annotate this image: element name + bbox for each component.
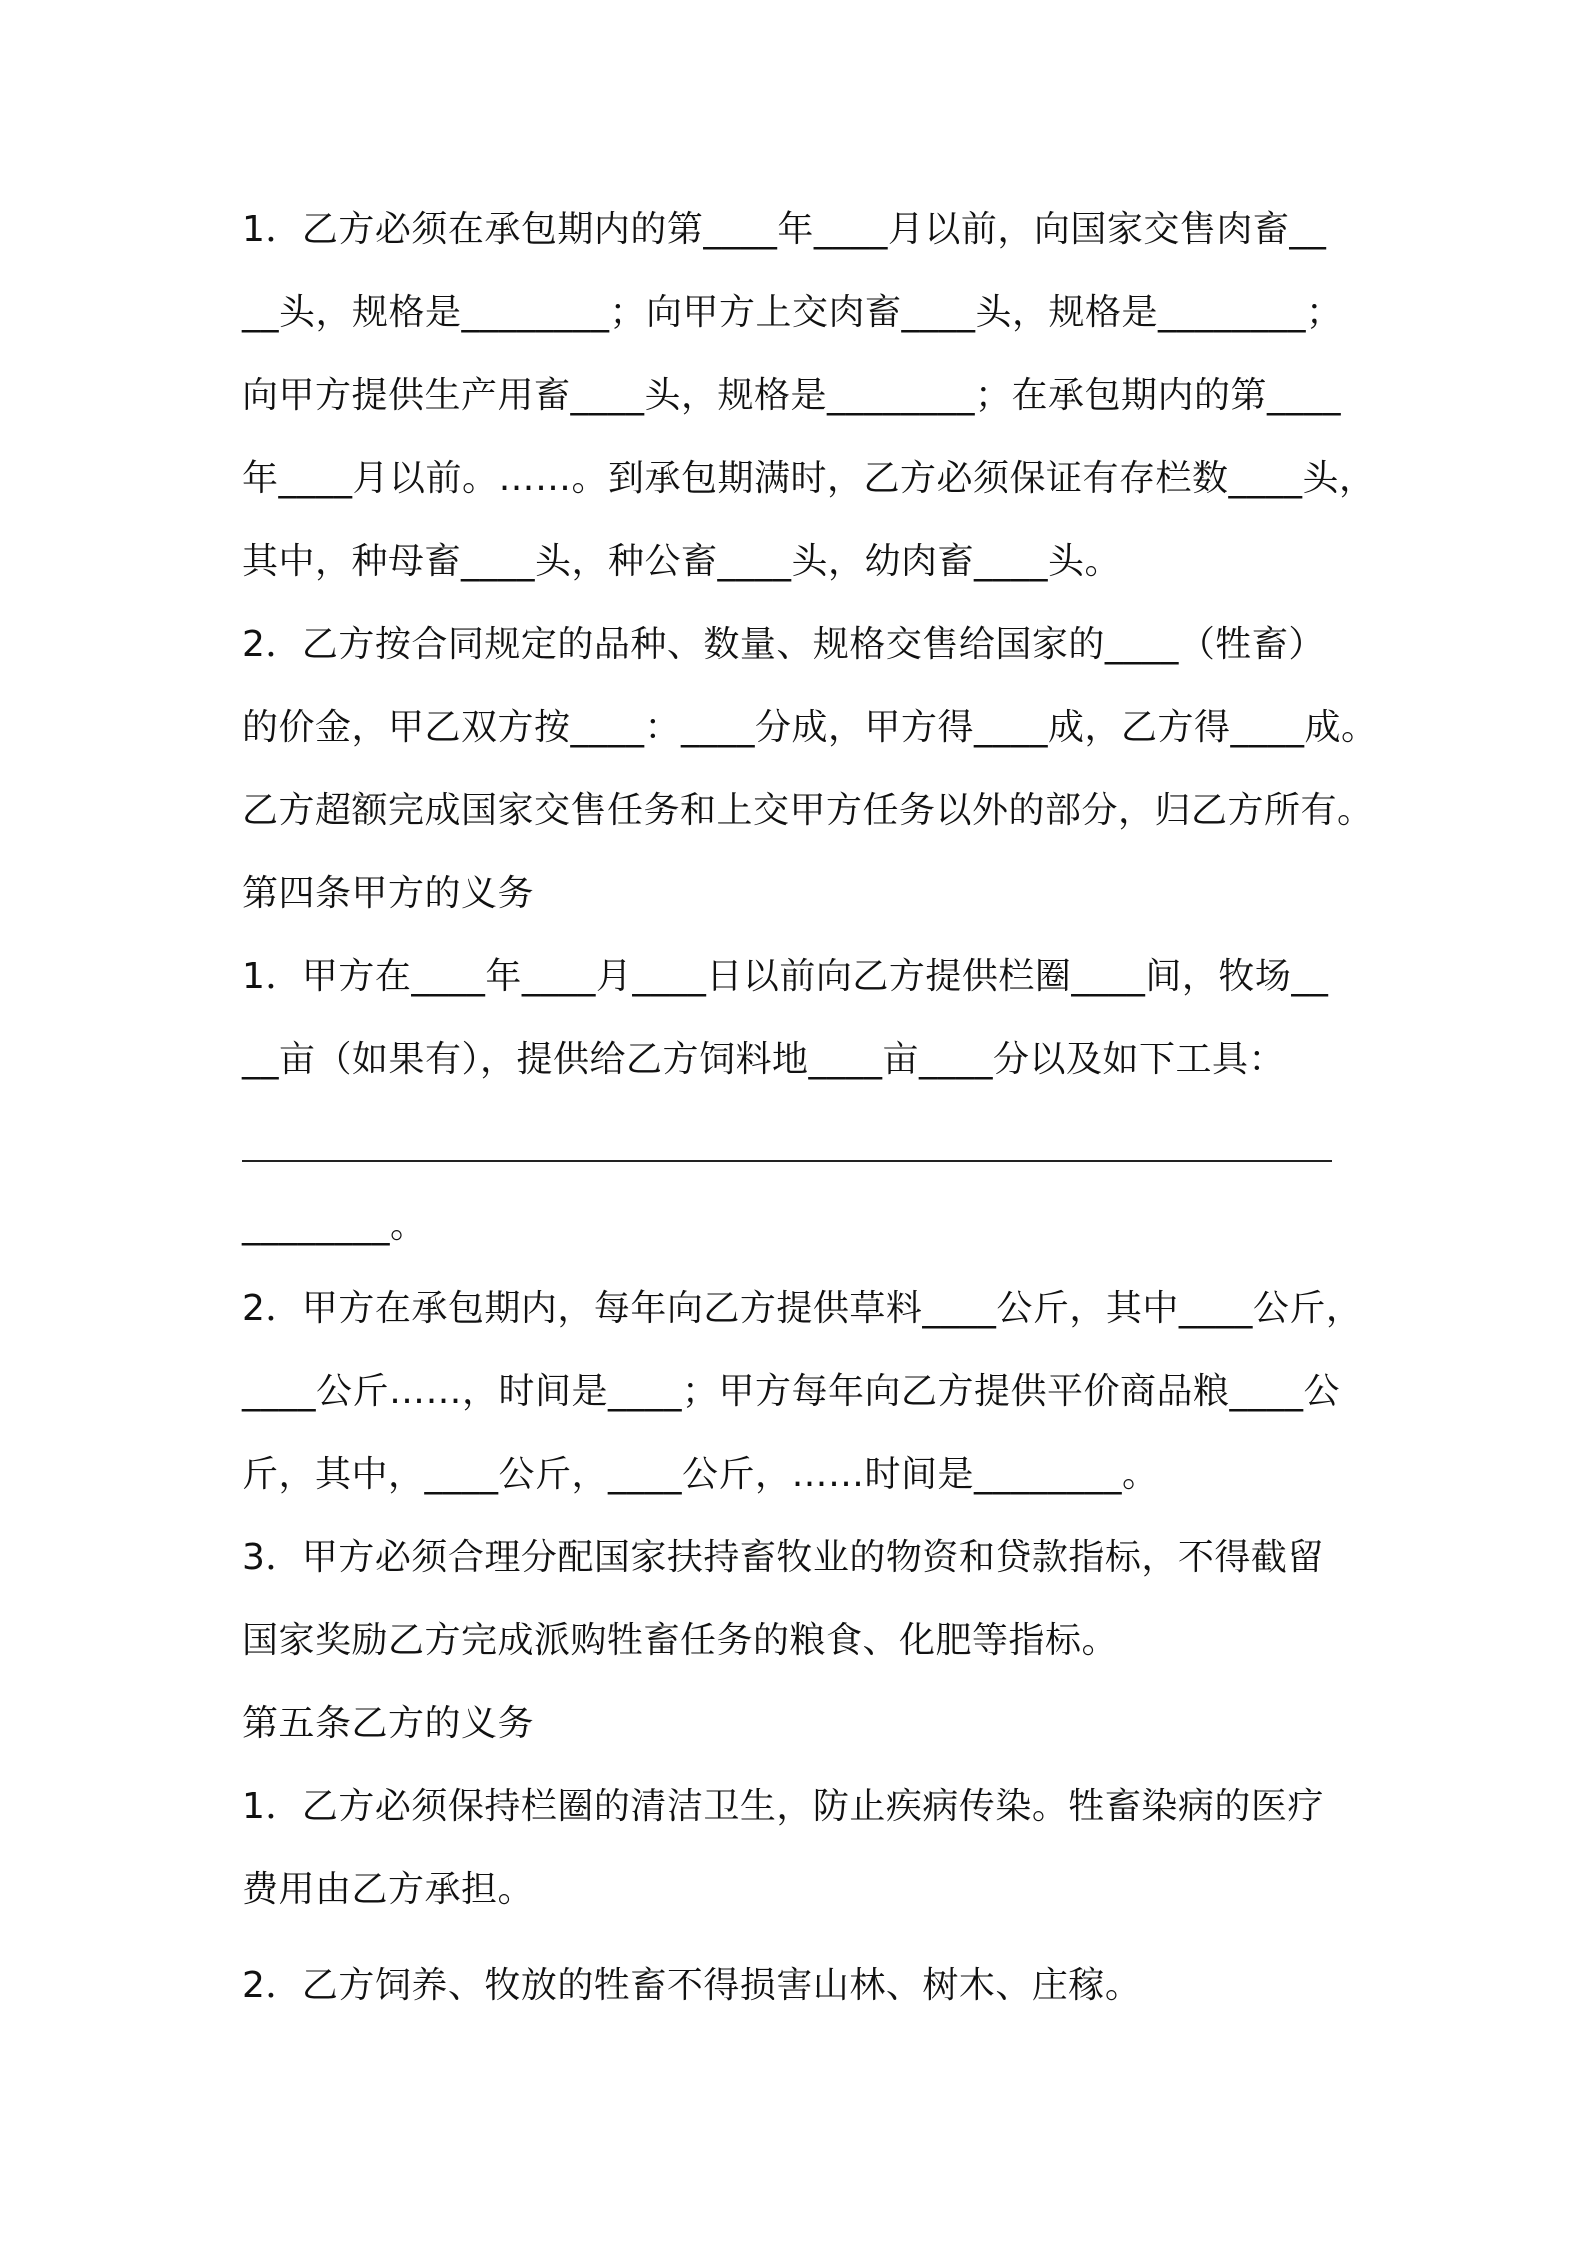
text-line: __头，规格是________；向甲方上交肉畜____头，规格是________； <box>242 292 1343 333</box>
text-line: 斤，其中，____公斤，____公斤，……时间是________。 <box>242 1454 1159 1495</box>
text-line: 向甲方提供生产用畜____头，规格是________；在承包期内的第____ <box>242 375 1342 416</box>
text-line: 2．甲方在承包期内，每年向乙方提供草料____公斤，其中____公斤， <box>242 1288 1363 1329</box>
text-line: 年____月以前。……。到承包期满时，乙方必须保证有存栏数____头， <box>242 458 1376 499</box>
text-line: ________。 <box>242 1205 427 1246</box>
text-line: 2．乙方饲养、牧放的牲畜不得损害山林、树木、庄稼。 <box>242 1965 1142 2006</box>
text-line: 国家奖励乙方完成派购牲畜任务的粮食、化肥等指标。 <box>242 1620 1119 1661</box>
section-heading: 第五条乙方的义务 <box>242 1703 535 1744</box>
text-line: 2．乙方按合同规定的品种、数量、规格交售给国家的____（牲畜） <box>242 624 1325 665</box>
text-line: __亩（如果有），提供给乙方饲料地____亩____分以及如下工具： <box>242 1039 1286 1080</box>
text-line: 1．甲方在____年____月____日以前向乙方提供栏圈____间，牧场__ <box>242 956 1329 997</box>
text-line: 乙方超额完成国家交售任务和上交甲方任务以外的部分，归乙方所有。 <box>242 790 1374 831</box>
text-line: 费用由乙方承担。 <box>242 1869 535 1910</box>
text-line: 其中，种母畜____头，种公畜____头，幼肉畜____头。 <box>242 541 1122 582</box>
section-heading: 第四条甲方的义务 <box>242 873 535 914</box>
text-line: 1．乙方必须保持栏圈的清洁卫生，防止疾病传染。牲畜染病的医疗 <box>242 1786 1324 1827</box>
text-line: ____公斤……，时间是____；甲方每年向乙方提供平价商品粮____公 <box>242 1371 1341 1412</box>
blank-fill-line <box>242 1160 1332 1162</box>
text-line: 3．甲方必须合理分配国家扶持畜牧业的物资和贷款指标，不得截留 <box>242 1537 1324 1578</box>
text-line: 的价金，甲乙双方按____：____分成，甲方得____成，乙方得____成。 <box>242 707 1378 748</box>
text-line: 1．乙方必须在承包期内的第____年____月以前，向国家交售肉畜__ <box>242 209 1327 250</box>
